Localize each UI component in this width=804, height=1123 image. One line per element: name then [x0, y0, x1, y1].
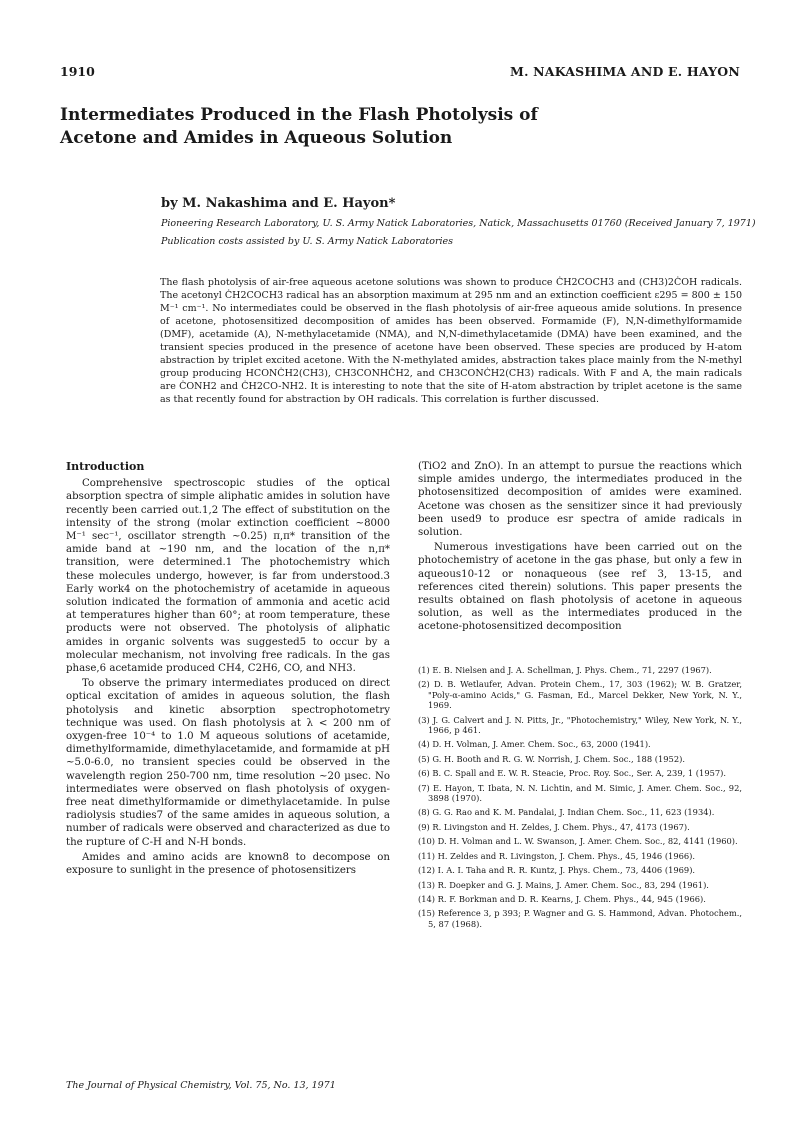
reference-item: (2) D. B. Wetlaufer, Advan. Protein Chem., 17, 303 (1962); W. B. Gratzer, "Poly-α-amino Acids," G. Fasman, Ed., Marcel Dekker, New York, N. Y., 1969.: [418, 679, 742, 711]
authors: by M. Nakashima and E. Hayon*: [161, 196, 396, 211]
reference-item: (9) R. Livingston and H. Zeldes, J. Chem. Phys., 47, 4173 (1967).: [418, 821, 690, 832]
abstract: The flash photolysis of air-free aqueous acetone solutions was shown to produce ĊH2COCH3 and (CH3)2ĊOH radicals. The acetonyl ĊH2COCH3 radical has an absorption maximum at 295 nm and an extinction coefficient ε295 = 800 ± 150 M⁻¹ cm⁻¹. No intermediates could be observed in the flash photolysis of air-free aqueous amide solutions. In presence of acetone, photosensitized decomposition of amides has been observed. Formamide (F), N,N-dimethylformamide (DMF), acetamide (A), N-methylacetamide (NMA), and N,N-dimethylacetamide (DMA) have been examined, and the transient species produced in the presence of acetone have been observed. These species are produced by H-atom abstraction by triplet excited acetone. With the N-methylated amides, abstraction takes place mainly from the N-methyl group producing HCONĊH2(CH3), CH3CONHĊH2, and CH3CONĊH2(CH3) radicals. With F and A, the main radicals are ĊONH2 and ĊH2CO-NH2. It is interesting to note that the site of H-atom abstraction by triplet acetone is the same as that recently found for abstraction by OH radicals. This correlation is further discussed.: [160, 277, 742, 405]
affiliation: Pioneering Research Laboratory, U. S. Army Natick Laboratories, Natick, Massachusetts 01760 (Received January 7, 1971): [161, 218, 756, 229]
intro-paragraph: Amides and amino acids are known8 to decompose on exposure to sunlight in the presence of photosensitizers: [66, 851, 390, 877]
page-header: [60, 64, 740, 84]
publication-note: Publication costs assisted by U. S. Army Natick Laboratories: [161, 236, 454, 247]
right-column: [418, 460, 742, 636]
reference-item: (10) D. H. Volman and L. W. Swanson, J. Amer. Chem. Soc., 82, 4141 (1960).: [418, 836, 738, 847]
reference-list: [418, 665, 742, 933]
reference-item: (14) R. F. Borkman and D. R. Kearns, J. Chem. Phys., 44, 945 (1966).: [418, 893, 706, 904]
body-paragraph: (TiO2 and ZnO). In an attempt to pursue the reactions which simple amides undergo, the intermediates produced in the photosensitized decomposition of amides were examined. Acetone was chosen as the sensitizer since it had previously been used9 to produce esr spectra of amide radicals in solution.: [418, 461, 742, 539]
reference-item: (3) J. G. Calvert and J. N. Pitts, Jr., "Photochemistry," Wiley, New York, N. Y., 1966, p 461.: [418, 714, 742, 736]
article-title: Intermediates Produced in the Flash Photolysis of Acetone and Amides in Aqueous Solution: [60, 105, 538, 148]
reference-item: (7) E. Hayon, T. Ibata, N. N. Lichtin, and M. Simic, J. Amer. Chem. Soc., 92, 3898 (1970).: [418, 782, 742, 804]
reference-item: (12) I. A. I. Taha and R. R. Kuntz, J. Phys. Chem., 73, 4406 (1969).: [418, 865, 696, 876]
journal-footer: The Journal of Physical Chemistry, Vol. 75, No. 13, 1971: [66, 1080, 336, 1091]
left-column: [66, 460, 390, 879]
intro-paragraph: To observe the primary intermediates produced on direct optical excitation of amides in aqueous solution, the flash photolysis and kinetic absorption spectrophotometry technique was used. On flash photolysis at λ < 200 nm of oxygen-free 10⁻⁴ to 1.0 M aqueous solutions of acetamide, dimethylformamide, dimethylacetamide, and formamide at pH ~5.0-6.0, no transient species could be observed in the wavelength region 250-700 nm, time resolution ~20 μsec. No intermediates were observed on flash photolysis of oxygen-free neat dimethylformamide or dimethylacetamide. In pulse radiolysis studies7 of the same amides in aqueous solution, a number of radicals were observed and characterized as due to the rupture of C-H and N-H bonds.: [66, 678, 390, 848]
reference-item: (5) G. H. Booth and R. G. W. Norrish, J. Chem. Soc., 188 (1952).: [418, 753, 685, 764]
reference-item: (8) G. G. Rao and K. M. Pandalai, J. Indian Chem. Soc., 11, 623 (1934).: [418, 807, 715, 818]
reference-item: (6) B. C. Spall and E. W. R. Steacie, Proc. Roy. Soc., Ser. A, 239, 1 (1957).: [418, 768, 727, 779]
reference-item: (1) E. B. Nielsen and J. A. Schellman, J. Phys. Chem., 71, 2297 (1967).: [418, 665, 712, 675]
section-heading-introduction: Introduction: [66, 460, 145, 473]
reference-item: (15) Reference 3, p 393; P. Wagner and G. S. Hammond, Advan. Photochem., 5, 87 (1968).: [418, 908, 742, 929]
page-number: 1910: [60, 64, 95, 79]
running-head: M. NAKASHIMA AND E. HAYON: [510, 64, 740, 79]
reference-item: (13) R. Doepker and G. J. Mains, J. Amer. Chem. Soc., 83, 294 (1961).: [418, 879, 709, 890]
reference-item: (4) D. H. Volman, J. Amer. Chem. Soc., 63, 2000 (1941).: [418, 739, 651, 750]
reference-item: (11) H. Zeldes and R. Livingston, J. Chem. Phys., 45, 1946 (1966).: [418, 850, 696, 861]
intro-paragraph: Comprehensive spectroscopic studies of the optical absorption spectra of simple aliphatic amides in solution have recently been carried out.1,2 The effect of substitution on the intensity of the strong (molar extinction coefficient ~8000 M⁻¹ sec⁻¹, oscillator strength ~0.25) π,π* transition of the amide band at ~190 nm, and the location of the n,π* transition, were determined.1 The photochemistry which these molecules undergo, however, is far from understood.3 Early work4 on the photochemistry of acetamide in aqueous solution indicated the formation of ammonia and acetic acid at temperatures higher than 60°; at room temperature, these products were not observed. The photolysis of aliphatic amides in organic solvents was suggested5 to occur by a molecular mechanism, not involving free radicals. In the gas phase,6 acetamide produced CH4, C2H6, CO, and NH3.: [66, 478, 390, 675]
body-paragraph: Numerous investigations have been carried out on the photochemistry of acetone in the gas phase, but only a few in aqueous10-12 or nonaqueous (see ref 3, 13-15, and references cited therein) solutions. This paper presents the results obtained on flash photolysis of acetone in aqueous solution, as well as the intermediates produced in the acetone-photosensitized decomposition: [418, 542, 742, 633]
